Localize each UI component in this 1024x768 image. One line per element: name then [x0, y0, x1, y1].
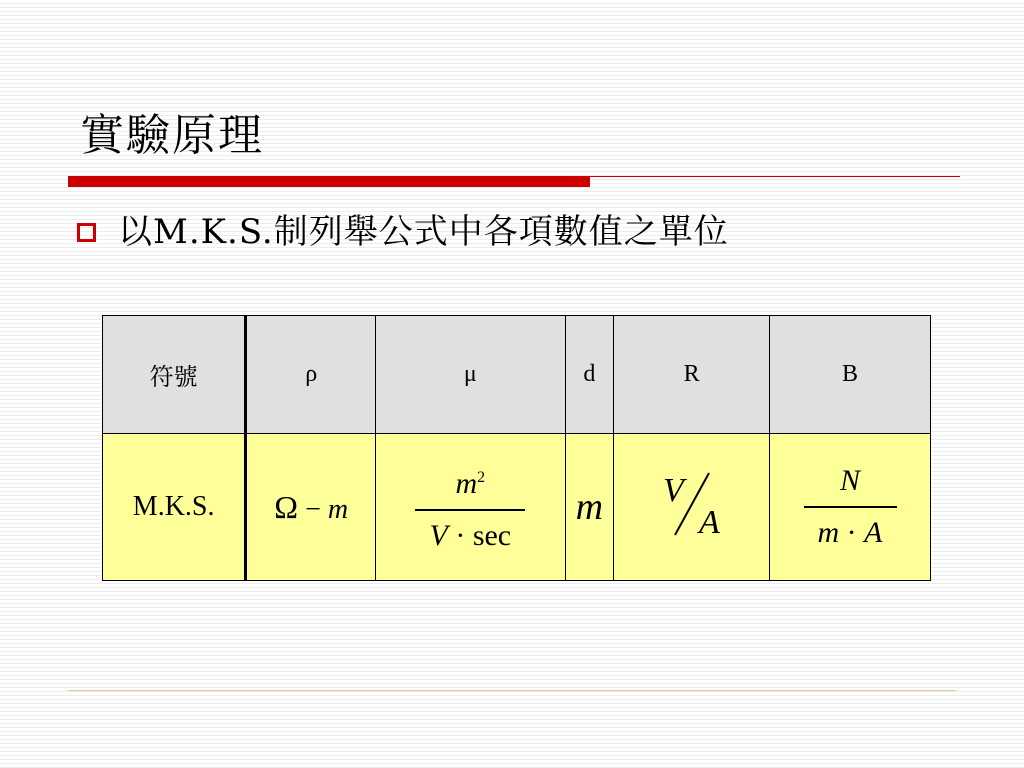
title-underline: [68, 176, 960, 187]
unit-mu-num-exp: 2: [477, 469, 486, 486]
square-bullet-icon: [77, 223, 96, 242]
unit-mu-den-v: V: [429, 519, 448, 552]
fraction-bar: [804, 506, 897, 508]
unit-b-den-a: A: [864, 516, 883, 549]
unit-r-num: V: [662, 472, 684, 509]
header-label-cell: 符號: [103, 316, 246, 434]
unit-rho-ohm: Ω: [274, 488, 299, 525]
unit-b-fraction: [804, 462, 897, 552]
unit-rho-op: −: [305, 493, 321, 525]
bullet-item: [77, 210, 729, 254]
unit-b-numerator: N: [839, 464, 860, 497]
units-label-cell: M.K.S.: [103, 434, 246, 581]
unit-mu: [376, 434, 565, 581]
unit-r: [614, 434, 770, 581]
table-units-row: [103, 434, 931, 581]
fraction-bar: [415, 509, 525, 511]
unit-r-slash-fraction: [647, 463, 737, 543]
slide-title: 實驗原理: [80, 110, 264, 161]
symbol-r: R: [614, 316, 770, 434]
unit-mu-denominator: [415, 517, 525, 555]
unit-rho-meter: m: [327, 493, 349, 525]
unit-b: [770, 434, 931, 581]
table-header-row: [103, 316, 931, 434]
title-underline-thick: [68, 176, 590, 187]
unit-rho: [246, 434, 376, 581]
unit-d-meter: m: [575, 486, 604, 528]
symbol-b: B: [770, 316, 931, 434]
unit-b-denominator: [804, 514, 897, 552]
unit-d: [565, 434, 614, 581]
title-underline-thin: [590, 176, 960, 177]
unit-mu-num-m: m: [455, 467, 478, 500]
unit-mu-den-sec: sec: [472, 519, 512, 552]
unit-mu-fraction: [415, 459, 525, 555]
unit-b-den-dot: ·: [846, 516, 857, 549]
unit-b-den-m: m: [817, 516, 840, 549]
unit-r-den: A: [698, 504, 720, 541]
unit-mu-den-dot: ·: [455, 519, 466, 552]
units-table: [102, 315, 931, 581]
symbol-rho: ρ: [246, 316, 376, 434]
symbol-mu: μ: [376, 316, 565, 434]
footer-divider: [68, 690, 956, 691]
symbol-d: d: [565, 316, 614, 434]
bullet-text: 以M.K.S.制列舉公式中各項數值之單位: [118, 212, 729, 252]
unit-mu-numerator: [441, 459, 499, 503]
